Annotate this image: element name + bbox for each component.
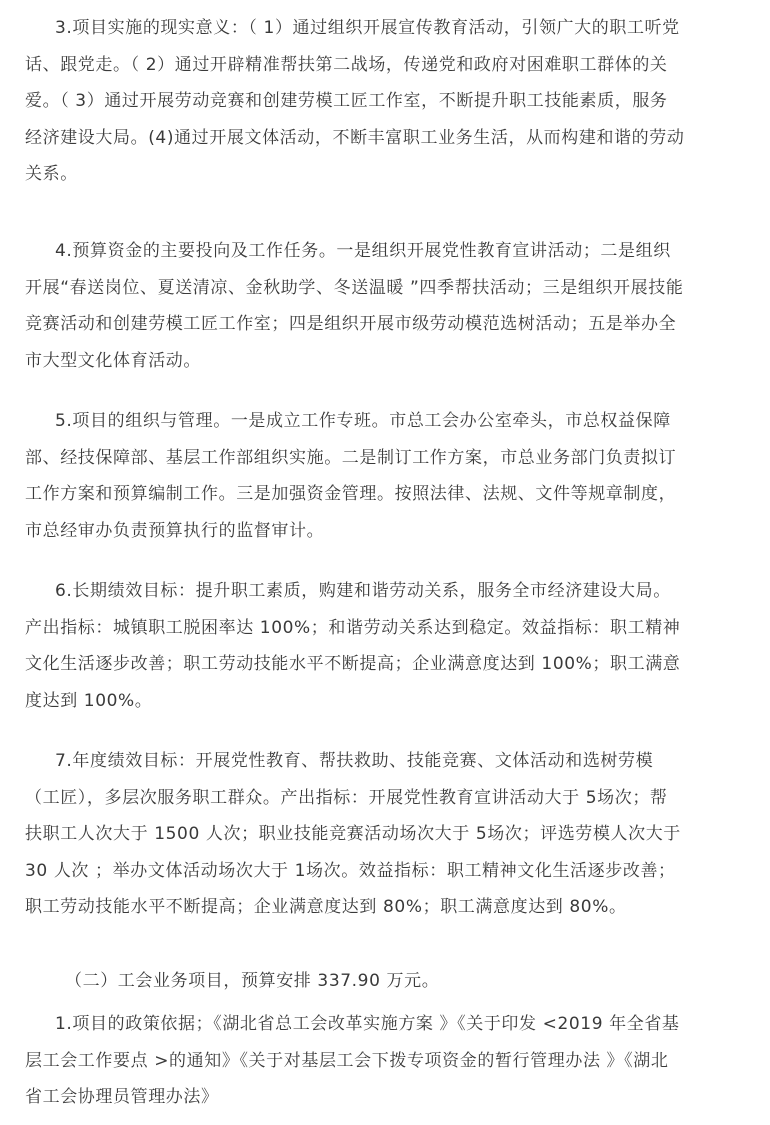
text-line: 扶职工人次大于 1500 人次；职业技能竞赛活动场次大于 5场次；评选劳模人次大于 (25, 824, 681, 845)
text-line: 经济建设大局。(4)通过开展文体活动，不断丰富职工业务生活，从而构建和谐的劳动 (25, 127, 685, 148)
text-line: 层工会工作要点 >的通知》《关于对基层工会下拨专项资金的暂行管理办法 》《湖北 (25, 1050, 669, 1071)
text-line: 30 人次 ；举办文体活动场次大于 1场次。效益指标：职工精神文化生活逐步改善； (25, 860, 676, 881)
text-line: 6.长期绩效目标：提升职工素质，购建和谐劳动关系，服务全市经济建设大局。 (55, 581, 671, 601)
text-line: 话、跟党走。（ 2）通过开辟精准帮扶第二战场，传递党和政府对困难职工群体的关 (25, 54, 668, 75)
text-line: 产出指标：城镇职工脱困率达 100%；和谐劳动关系达到稳定。效益指标：职工精神 (25, 617, 681, 638)
text-line: 7.年度绩效目标：开展党性教育、帮扶救助、技能竞赛、文体活动和选树劳模 (55, 751, 654, 771)
text-line: 工作方案和预算编制工作。三是加强资金管理。按照法律、法规、文件等规章制度， (25, 484, 677, 505)
text-line: 文化生活逐步改善；职工劳动技能水平不断提高；企业满意度达到 100%；职工满意 (25, 654, 681, 675)
text-line: 部、经技保障部、基层工作部组织实施。二是制订工作方案，市总业务部门负责拟订 (25, 447, 677, 468)
section-heading: （二）工会业务项目，预算安排 337.90 万元。 (65, 971, 440, 991)
paragraph-project-significance (25, 10, 684, 193)
text-line: （工匠），多层次服务职工群众。产出指标：开展党性教育宣讲活动大于 5场次；帮 (25, 787, 668, 808)
paragraph-organization-management (25, 403, 676, 549)
paragraph-long-term-goals (25, 573, 680, 719)
text-line: 3.项目实施的现实意义：（ 1）通过组织开展宣传教育活动，引领广大的职工听党 (55, 18, 680, 38)
text-line: 市总经审办负责预算执行的监督审计。 (25, 520, 325, 541)
text-line: 竞赛活动和创建劳模工匠工作室；四是组织开展市级劳动模范选树活动；五是举办全 (25, 314, 677, 335)
section-heading-union-projects (25, 963, 439, 1000)
text-line: 4.预算资金的主要投向及工作任务。一是组织开展党性教育宣讲活动；二是组织 (55, 241, 671, 261)
paragraph-policy-basis (25, 1006, 680, 1116)
text-line: 关系。 (25, 164, 78, 185)
paragraph-budget-allocation (25, 233, 683, 379)
text-line: 5.项目的组织与管理。一是成立工作专班。市总工会办公室牵头，市总权益保障 (55, 411, 671, 431)
text-line: 职工劳动技能水平不断提高；企业满意度达到 80%；职工满意度达到 80%。 (25, 897, 627, 918)
text-line: 度达到 100%。 (25, 690, 153, 711)
text-line: 1.项目的政策依据；《湖北省总工会改革实施方案 》《关于印发 <2019 年全省基 (55, 1014, 680, 1034)
text-line: 省工会协理员管理办法》 (25, 1087, 219, 1108)
text-line: 开展“春送岗位、夏送清凉、金秋助学、冬送温暖 ”四季帮扶活动；三是组织开展技能 (25, 277, 684, 298)
paragraph-annual-goals (25, 743, 681, 926)
text-line: 爱。（ 3）通过开展劳动竞赛和创建劳模工匠工作室，不断提升职工技能素质，服务 (25, 91, 668, 112)
text-line: 市大型文化体育活动。 (25, 350, 201, 371)
